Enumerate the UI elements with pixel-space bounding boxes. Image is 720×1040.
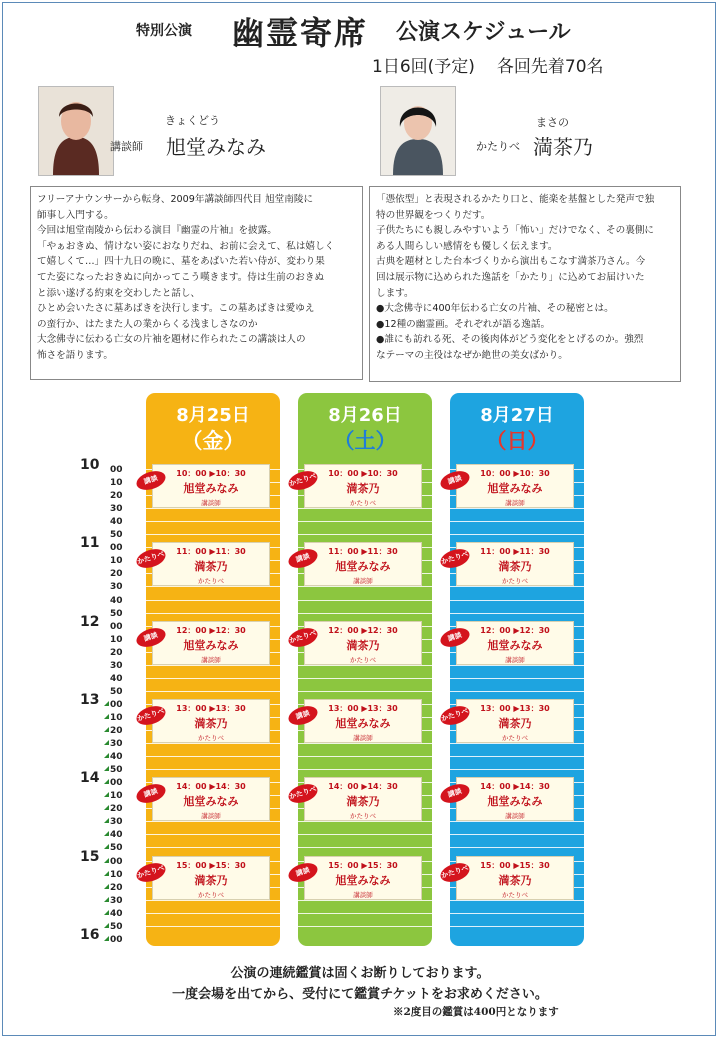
- hour-label: 11: [80, 535, 100, 552]
- grid-line: [298, 926, 432, 927]
- slot-role: かたりべ: [502, 577, 528, 586]
- slot-performer: 満茶乃: [194, 560, 228, 574]
- slot-time: 15：00 ▶15：30: [480, 860, 550, 870]
- minute-tick: 30: [110, 817, 123, 828]
- performer-name-left: 旭堂みなみ: [166, 135, 266, 159]
- minute-tick: 10: [110, 478, 123, 489]
- grid-line: [298, 665, 432, 666]
- minute-tick: 40: [110, 595, 123, 606]
- performer-ruby-right: まさの: [536, 116, 569, 129]
- bio-line: フリーアナウンサーから転身、2009年講談師四代目 旭堂南陵に: [37, 194, 314, 205]
- minute-tick: 30: [110, 895, 123, 906]
- notice-line-2: 一度会場を出てから、受付にて鑑賞チケットをお求めください。: [172, 987, 548, 1002]
- grid-line: [146, 534, 280, 535]
- tick-flag: [104, 727, 109, 732]
- grid-line: [450, 847, 584, 848]
- slot-time: 10：00 ▶10：30: [480, 469, 550, 478]
- grid-line: [298, 743, 432, 744]
- minute-tick: 00: [110, 699, 123, 710]
- tick-flag: [104, 884, 109, 889]
- tick-flag: [104, 936, 109, 941]
- tick-flag: [104, 897, 109, 902]
- day-of-week: （土）: [333, 429, 397, 453]
- grid-line: [450, 586, 584, 587]
- tick-flag: [104, 779, 109, 784]
- grid-line: [298, 613, 432, 614]
- slot-role: 講談師: [353, 577, 373, 586]
- minute-tick: 30: [110, 739, 123, 750]
- minute-tick: 50: [110, 686, 123, 697]
- minute-tick: 40: [110, 908, 123, 919]
- capacity-info: 各回先着70名: [496, 57, 604, 77]
- grid-line: [146, 834, 280, 835]
- performances-per-day: 1日6回(予定): [372, 57, 475, 77]
- tick-flag: [104, 831, 109, 836]
- slot-role: 講談師: [353, 733, 373, 742]
- grid-line: [298, 534, 432, 535]
- grid-line: [450, 678, 584, 679]
- slot-time: 15：00 ▶15：30: [176, 860, 246, 870]
- bio-line: 怖さを語ります。: [37, 349, 113, 361]
- grid-line: [450, 900, 584, 901]
- minute-tick: 50: [110, 921, 123, 932]
- slot-role: かたりべ: [350, 499, 376, 507]
- slot-time: 12：00 ▶12：30: [480, 625, 550, 635]
- bio-line: 大念佛寺に伝わる亡女の片袖を題材に作られたこの講談は人の: [37, 334, 306, 346]
- minute-tick: 50: [110, 608, 123, 619]
- grid-line: [450, 665, 584, 666]
- grid-line: [450, 600, 584, 601]
- minute-tick: 40: [110, 517, 123, 528]
- minute-tick: 20: [110, 804, 123, 815]
- day-of-week: （日）: [485, 429, 549, 453]
- special-label: 特別公演: [136, 23, 192, 39]
- performance-slot[interactable]: [304, 464, 422, 508]
- minute-tick: 10: [110, 556, 123, 567]
- performer-bio-right: [369, 186, 681, 382]
- slot-badge: かたりべ: [438, 703, 472, 728]
- performer-ruby-left: きょくどう: [165, 114, 220, 127]
- slot-role: 講談師: [353, 890, 373, 899]
- minute-tick: 00: [110, 465, 123, 475]
- slot-role: 講談師: [201, 655, 221, 664]
- performer-bio-left: [30, 186, 363, 380]
- notice-line-1: 公演の連続鑑賞は固くお断りしております。: [230, 966, 490, 981]
- slot-performer: 旭堂みなみ: [183, 482, 239, 495]
- slot-badge: かたりべ: [134, 546, 168, 571]
- slot-time: 12：00 ▶12：30: [328, 625, 398, 635]
- minute-tick: 00: [110, 934, 123, 945]
- hour-label: 16: [80, 926, 100, 943]
- slot-badge: かたりべ: [438, 859, 472, 884]
- grid-line: [298, 756, 432, 757]
- tick-flag: [104, 766, 109, 771]
- performance-slot[interactable]: [304, 856, 422, 900]
- day-header: [146, 393, 280, 463]
- performance-slot[interactable]: [456, 699, 574, 743]
- minute-tick: 10: [110, 791, 123, 802]
- slot-time: 13：00 ▶13：30: [176, 703, 246, 713]
- minute-tick: 10: [110, 634, 123, 645]
- bio-line: 回は展示物に込められた逸話を「かたり」に込めてお届けいた: [376, 271, 645, 283]
- slot-performer: 旭堂みなみ: [335, 873, 391, 887]
- grid-line: [298, 913, 432, 914]
- slot-role: かたりべ: [350, 655, 376, 664]
- bio-line: ひとめ会いたさに墓あばきを決行します。この墓あばきは愛ゆえ: [37, 303, 315, 315]
- grid-line: [298, 600, 432, 601]
- performer-photo-left: [38, 86, 114, 176]
- minute-tick: 20: [110, 647, 123, 658]
- slot-performer: 満茶乃: [346, 482, 380, 495]
- performance-slot[interactable]: [152, 856, 270, 900]
- minute-tick: 00: [110, 543, 123, 554]
- slot-role: 講談師: [505, 499, 525, 507]
- minute-tick: 00: [110, 778, 123, 789]
- performance-slot[interactable]: [152, 699, 270, 743]
- slot-badge: 講談: [134, 781, 168, 806]
- tick-flag: [104, 844, 109, 849]
- tick-flag: [104, 740, 109, 745]
- performance-slot[interactable]: [152, 542, 270, 586]
- page-subtitle: 公演スケジュール: [396, 20, 571, 45]
- grid-line: [450, 913, 584, 914]
- grid-line: [450, 834, 584, 835]
- minute-tick: 20: [110, 882, 123, 893]
- tick-flag: [104, 858, 109, 863]
- hour-label: 15: [80, 848, 100, 865]
- bio-line: 「憑依型」と表現されるかたり口と、能楽を基盤とした発声で独: [376, 194, 655, 205]
- grid-line: [298, 691, 432, 692]
- slot-performer: 旭堂みなみ: [487, 638, 543, 652]
- bio-line: 古典を題材とした台本づくりから演出もこなす満茶乃さん。今: [376, 256, 646, 268]
- slot-badge: 講談: [286, 859, 320, 884]
- slot-badge: 講談: [438, 468, 472, 493]
- grid-line: [450, 756, 584, 757]
- grid-line: [146, 900, 280, 901]
- grid-line: [146, 508, 280, 509]
- grid-line: [298, 521, 432, 522]
- bio-line: の蛮行か、はたまた人の業からくる浅ましさなのか: [37, 318, 258, 330]
- schedule-info: [372, 52, 626, 77]
- slot-performer: 旭堂みなみ: [335, 560, 391, 574]
- slot-role: 講談師: [505, 812, 525, 821]
- grid-line: [146, 821, 280, 822]
- grid-line: [146, 521, 280, 522]
- grid-line: [450, 521, 584, 522]
- day-date: 8月25日: [176, 405, 250, 426]
- slot-performer: 満茶乃: [346, 638, 380, 652]
- slot-role: かたりべ: [502, 733, 528, 742]
- bio-line: ●12種の幽霊画。それぞれが語る逸話。: [376, 318, 551, 330]
- grid-line: [450, 926, 584, 927]
- performance-slot[interactable]: [304, 777, 422, 821]
- performance-slot[interactable]: [304, 699, 422, 743]
- grid-line: [450, 769, 584, 770]
- bio-line: します。: [376, 287, 414, 299]
- grid-line: [450, 534, 584, 535]
- slot-performer: 旭堂みなみ: [183, 638, 239, 652]
- slot-role: かたりべ: [350, 812, 376, 821]
- tick-flag: [104, 701, 109, 706]
- bio-line: と添い遂げる約束を交わしたと話し、: [37, 287, 201, 299]
- performance-slot[interactable]: [152, 621, 270, 665]
- grid-line: [146, 756, 280, 757]
- grid-line: [450, 613, 584, 614]
- day-header: [298, 393, 432, 463]
- slot-performer: 満茶乃: [194, 873, 228, 887]
- minute-tick: 40: [110, 673, 123, 684]
- grid-line: [450, 691, 584, 692]
- grid-line: [298, 508, 432, 509]
- bio-line: ●大念佛寺に400年伝わる亡女の片袖、その秘密とは。: [376, 303, 614, 315]
- grid-line: [298, 834, 432, 835]
- day-header: [450, 393, 584, 463]
- slot-badge: かたりべ: [438, 546, 472, 571]
- slot-badge: 講談: [134, 468, 168, 493]
- minute-tick: 30: [110, 582, 123, 593]
- minute-tick: 50: [110, 843, 123, 854]
- minute-tick: 10: [110, 869, 123, 880]
- minute-tick: 10: [110, 712, 123, 723]
- bio-line: ●誰にも訪れる死、その後肉体がどう変化をとげるのか。強烈: [376, 334, 644, 346]
- slot-performer: 旭堂みなみ: [487, 482, 543, 495]
- slot-time: 14：00 ▶14：30: [480, 782, 550, 792]
- minute-tick: 00: [110, 621, 123, 632]
- slot-badge: 講談: [286, 703, 320, 728]
- bio-line: 特の世界観をつくりだす。: [376, 209, 491, 221]
- day-date: 8月26日: [328, 405, 402, 426]
- grid-line: [146, 613, 280, 614]
- slot-role: 講談師: [505, 655, 525, 664]
- minute-tick: 40: [110, 752, 123, 763]
- bio-line: 「やぁおきぬ、情けない姿におなりだね、お前に会えて、私は嬉しく: [37, 240, 335, 252]
- slot-role: かたりべ: [198, 733, 224, 742]
- slot-time: 11：00 ▶11：30: [176, 547, 246, 557]
- day-date: 8月27日: [480, 405, 554, 426]
- minute-tick: 30: [110, 660, 123, 671]
- grid-line: [298, 769, 432, 770]
- grid-line: [298, 821, 432, 822]
- slot-badge: 講談: [134, 624, 168, 649]
- tick-flag: [104, 818, 109, 823]
- minute-tick: 20: [110, 491, 123, 502]
- grid-line: [298, 900, 432, 901]
- performer-role-right: かたりべ: [476, 140, 520, 153]
- tick-flag: [104, 753, 109, 758]
- grid-line: [146, 926, 280, 927]
- grid-line: [298, 586, 432, 587]
- grid-line: [298, 847, 432, 848]
- slot-time: 10：00 ▶10：30: [176, 469, 246, 478]
- slot-time: 11：00 ▶11：30: [480, 547, 550, 557]
- slot-role: 講談師: [201, 499, 221, 507]
- grid-line: [450, 508, 584, 509]
- tick-flag: [104, 923, 109, 928]
- bio-line: 今回は旭堂南陵から伝わる演目『幽霊の片袖』を披露。: [37, 225, 277, 237]
- bio-line: 子供たちにも親しみやすいよう「怖い」だけでなく、その裏側に: [376, 225, 655, 237]
- minute-tick: 50: [110, 530, 123, 541]
- slot-time: 10：00 ▶10：30: [328, 469, 398, 478]
- tick-flag: [104, 910, 109, 915]
- slot-badge: かたりべ: [134, 703, 168, 728]
- minute-tick: 30: [110, 504, 123, 515]
- grid-line: [450, 821, 584, 822]
- performance-slot[interactable]: [304, 621, 422, 665]
- grid-line: [450, 743, 584, 744]
- notice-line-3: ※2度目の鑑賞は400円となります: [393, 1006, 559, 1018]
- slot-time: 13：00 ▶13：30: [480, 703, 550, 713]
- bio-line: て嬉しくて…」四十九日の晩に、墓をあばいた若い侍が、変わり果: [37, 256, 325, 268]
- slot-performer: 旭堂みなみ: [335, 716, 391, 730]
- slot-performer: 満茶乃: [346, 795, 380, 809]
- slot-time: 14：00 ▶14：30: [176, 782, 246, 792]
- hour-label: 12: [80, 613, 100, 630]
- slot-badge: 講談: [286, 546, 320, 571]
- slot-role: かたりべ: [502, 890, 528, 899]
- grid-line: [146, 586, 280, 587]
- slot-badge: かたりべ: [286, 781, 320, 806]
- slot-time: 13：00 ▶13：30: [328, 703, 398, 713]
- tick-flag: [104, 805, 109, 810]
- minute-tick: 50: [110, 765, 123, 776]
- hour-label: 14: [80, 770, 100, 787]
- slot-performer: 満茶乃: [498, 873, 532, 887]
- day-of-week: （金）: [181, 429, 245, 453]
- slot-performer: 旭堂みなみ: [487, 795, 543, 809]
- slot-badge: かたりべ: [286, 468, 320, 493]
- slot-performer: 満茶乃: [498, 716, 532, 730]
- bio-line: 師事し入門する。: [37, 209, 114, 221]
- performer-role-left: 講談師: [110, 140, 143, 153]
- slot-performer: 旭堂みなみ: [183, 795, 239, 809]
- performance-slot[interactable]: [304, 542, 422, 586]
- slot-badge: 講談: [438, 624, 472, 649]
- slot-role: かたりべ: [198, 890, 224, 899]
- tick-flag: [104, 714, 109, 719]
- slot-time: 15：00 ▶15：30: [328, 860, 398, 870]
- slot-badge: かたりべ: [134, 859, 168, 884]
- minute-tick: 20: [110, 569, 123, 580]
- grid-line: [146, 769, 280, 770]
- performance-slot[interactable]: [456, 777, 574, 821]
- slot-badge: かたりべ: [286, 624, 320, 649]
- slot-time: 14：00 ▶14：30: [328, 782, 398, 792]
- hour-label: 10: [80, 457, 100, 473]
- slot-role: かたりべ: [198, 577, 224, 586]
- grid-line: [298, 678, 432, 679]
- performance-slot[interactable]: [456, 856, 574, 900]
- performance-slot[interactable]: [456, 542, 574, 586]
- bio-line: なテーマの主役はなぜか絶世の美女ばかり。: [376, 349, 568, 361]
- bio-line: ある人間らしい感情をも優しく伝えます。: [376, 240, 558, 252]
- grid-line: [146, 913, 280, 914]
- slot-performer: 満茶乃: [194, 716, 228, 730]
- grid-line: [146, 665, 280, 666]
- performance-slot[interactable]: [152, 777, 270, 821]
- performance-slot[interactable]: [456, 621, 574, 665]
- slot-role: 講談師: [201, 812, 221, 821]
- grid-line: [146, 691, 280, 692]
- slot-performer: 満茶乃: [498, 560, 532, 574]
- slot-time: 11：00 ▶11：30: [328, 547, 398, 557]
- tick-flag: [104, 792, 109, 797]
- grid-line: [146, 678, 280, 679]
- performer-name-right: 満茶乃: [533, 135, 593, 159]
- hour-label: 13: [80, 691, 100, 708]
- performer-photo-right: [380, 86, 456, 176]
- minute-tick: 20: [110, 726, 123, 736]
- tick-flag: [104, 871, 109, 876]
- slot-time: 12：00 ▶12：30: [176, 625, 246, 635]
- grid-line: [146, 600, 280, 601]
- performance-slot[interactable]: [152, 464, 270, 508]
- minute-tick: 40: [110, 830, 123, 841]
- bio-line: てた姿になったおきぬに向かってこう嘆きます。侍は生前のおきぬ: [37, 271, 325, 283]
- minute-tick: 00: [110, 856, 123, 867]
- slot-badge: 講談: [438, 781, 472, 806]
- performance-slot[interactable]: [456, 464, 574, 508]
- grid-line: [146, 847, 280, 848]
- grid-line: [146, 743, 280, 744]
- page-title: 幽霊寄席: [232, 14, 369, 52]
